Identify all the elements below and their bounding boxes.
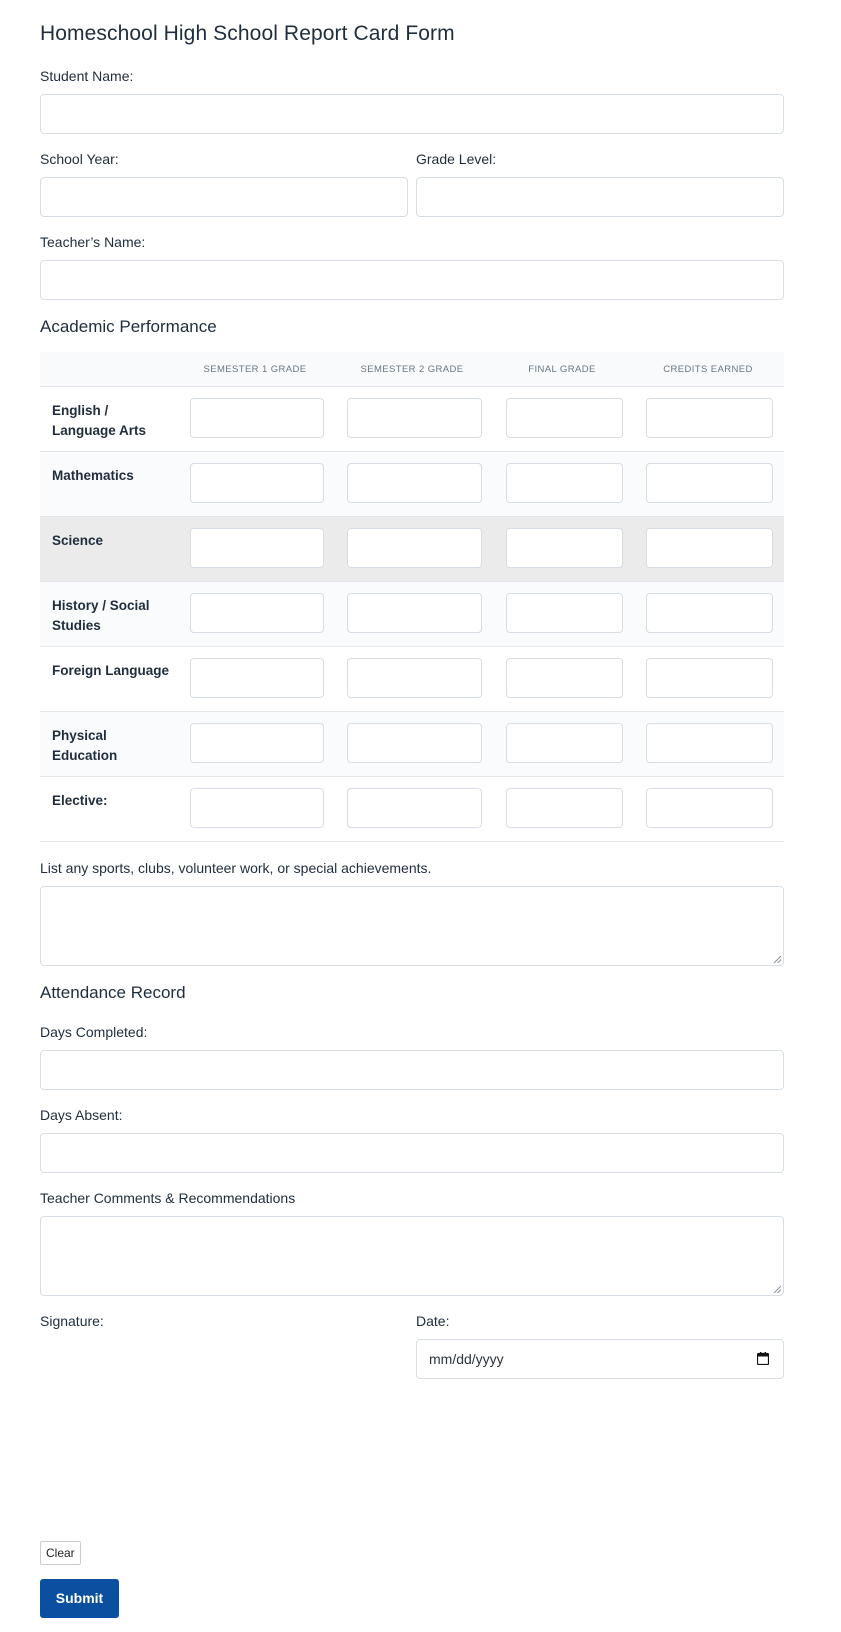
date-input[interactable] [416, 1339, 784, 1379]
grades-table-header [40, 352, 784, 387]
school-year-input[interactable] [40, 177, 408, 217]
semester-2-input[interactable] [347, 398, 482, 438]
resize-grip-icon[interactable] [773, 1285, 781, 1293]
final-grade-input[interactable] [506, 463, 623, 503]
form-title: Homeschool High School Report Card Form [40, 22, 455, 45]
credits-earned-input[interactable] [646, 788, 773, 828]
final-grade-input[interactable] [506, 528, 623, 568]
col-semester-1: SEMESTER 1 GRADE [203, 364, 307, 375]
col-credits-earned: CREDITS EARNED [663, 364, 753, 375]
student-name-label: Student Name: [40, 68, 134, 84]
col-final-grade: FINAL GRADE [528, 364, 596, 375]
school-year-label: School Year: [40, 151, 119, 167]
activities-label: List any sports, clubs, volunteer work, or special achievements. [40, 860, 432, 876]
semester-2-input[interactable] [347, 593, 482, 633]
subject-label: History / Social Studies [52, 598, 150, 633]
semester-1-input[interactable] [190, 788, 324, 828]
semester-2-input[interactable] [347, 658, 482, 698]
table-row [40, 712, 784, 777]
grades-table [40, 352, 784, 842]
date-placeholder: mm/dd/yyyy [429, 1351, 504, 1367]
semester-2-input[interactable] [347, 723, 482, 763]
final-grade-input[interactable] [506, 658, 623, 698]
comments-label: Teacher Comments & Recommendations [40, 1190, 296, 1206]
table-row [40, 647, 784, 712]
submit-button[interactable]: Submit [40, 1579, 119, 1618]
calendar-icon[interactable] [757, 1352, 769, 1365]
semester-2-input[interactable] [347, 788, 482, 828]
clear-button[interactable]: Clear [40, 1541, 81, 1565]
date-label: Date: [416, 1313, 450, 1329]
days-absent-input[interactable] [40, 1133, 784, 1173]
semester-2-input[interactable] [347, 528, 482, 568]
table-row [40, 452, 784, 517]
credits-earned-input[interactable] [646, 463, 773, 503]
comments-textarea[interactable] [40, 1216, 784, 1296]
credits-earned-input[interactable] [646, 723, 773, 763]
teacher-name-input[interactable] [40, 260, 784, 300]
subject-label: English / Language Arts [52, 403, 147, 438]
days-completed-input[interactable] [40, 1050, 784, 1090]
subject-label: Science [52, 533, 104, 548]
activities-textarea[interactable] [40, 886, 784, 966]
grade-level-label: Grade Level: [416, 151, 497, 167]
student-name-input[interactable] [40, 94, 784, 134]
subject-label: Mathematics [52, 468, 134, 483]
subject-label: Physical Education [52, 728, 118, 763]
final-grade-input[interactable] [506, 788, 623, 828]
grade-level-input[interactable] [416, 177, 784, 217]
credits-earned-input[interactable] [646, 658, 773, 698]
semester-1-input[interactable] [190, 658, 324, 698]
semester-1-input[interactable] [190, 463, 324, 503]
credits-earned-input[interactable] [646, 528, 773, 568]
table-row [40, 582, 784, 647]
semester-1-input[interactable] [190, 528, 324, 568]
academic-heading: Academic Performance [40, 317, 217, 336]
signature-label: Signature: [40, 1313, 104, 1329]
final-grade-input[interactable] [506, 723, 623, 763]
col-semester-2: SEMESTER 2 GRADE [360, 364, 464, 375]
days-completed-label: Days Completed: [40, 1024, 148, 1040]
resize-grip-icon[interactable] [773, 955, 781, 963]
subject-label: Foreign Language [52, 663, 170, 678]
credits-earned-input[interactable] [646, 398, 773, 438]
final-grade-input[interactable] [506, 593, 623, 633]
semester-1-input[interactable] [190, 398, 324, 438]
table-row [40, 387, 784, 452]
semester-2-input[interactable] [347, 463, 482, 503]
semester-1-input[interactable] [190, 593, 324, 633]
days-absent-label: Days Absent: [40, 1107, 123, 1123]
final-grade-input[interactable] [506, 398, 623, 438]
table-row [40, 777, 784, 842]
table-row [40, 517, 784, 582]
credits-earned-input[interactable] [646, 593, 773, 633]
teacher-name-label: Teacher’s Name: [40, 234, 146, 250]
subject-label: Elective: [52, 793, 108, 808]
semester-1-input[interactable] [190, 723, 324, 763]
attendance-heading: Attendance Record [40, 983, 186, 1002]
